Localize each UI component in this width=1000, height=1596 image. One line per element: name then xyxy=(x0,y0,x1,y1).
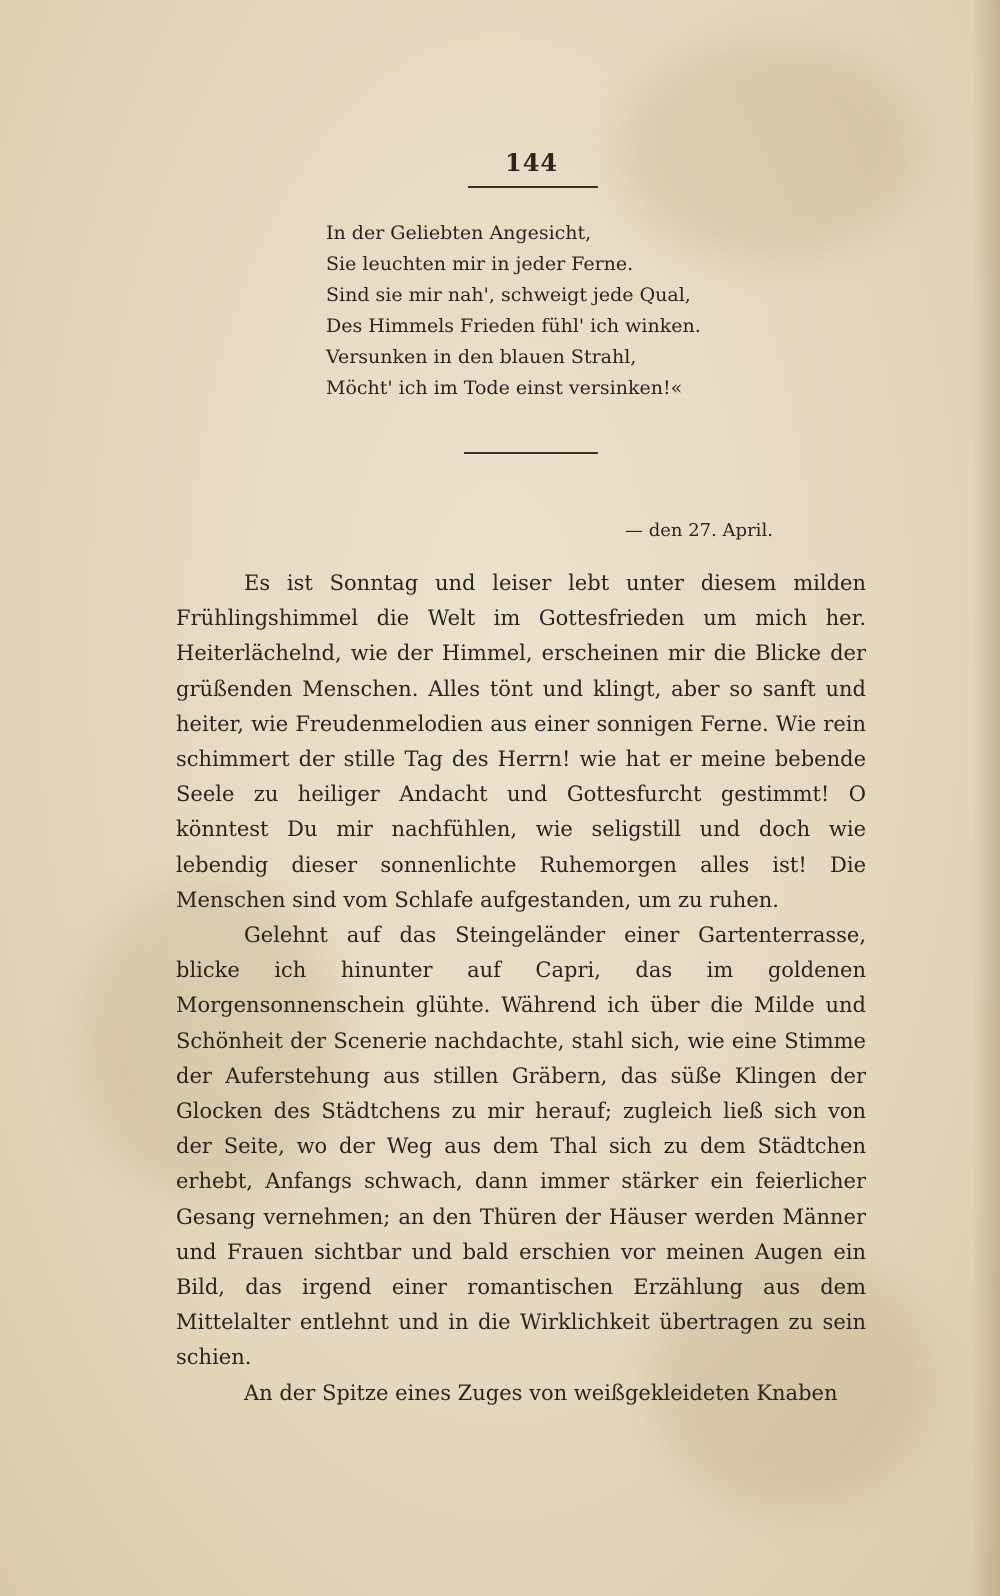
poem-stanza xyxy=(326,218,766,404)
poem-line: In der Geliebten Angesicht, xyxy=(326,222,592,244)
poem-line: Versunken in den blauen Strahl, xyxy=(326,346,637,368)
header-rule xyxy=(468,186,598,188)
paragraph: Es ist Sonntag und leiser lebt unter diesem milden Frühlingshimmel die Welt im Gottesfrieden um mich her. Heiterlächelnd, wie der Himmel, erscheinen mir die Blicke der grüßenden Menschen. Alles tönt und klingt, aber so sanft und heiter, wie Freudenmelodien aus einer sonnigen Ferne. Wie rein schimmert der stille Tag des Herrn! wie hat er meine bebende Seele zu heiliger Andacht und Gottesfurcht gestimmt! O könntest Du mir nachfühlen, wie seligstill und doch wie lebendig dieser sonnenlichte Ruhemorgen alles ist! Die Menschen sind vom Schlafe aufgestanden, um zu ruhen. xyxy=(176,571,866,912)
paragraph: Gelehnt auf das Steingeländer einer Gartenterrasse, blicke ich hinunter auf Capri, das im goldenen Morgensonnenschein glühte. Während ich über die Milde und Schönheit der Scenerie nachdachte, stahl sich, wie eine Stimme der Auferstehung aus stillen Gräbern, das süße Klingen der Glocken des Städtchens zu mir herauf; zugleich ließ sich von der Seite, wo der Weg aus dem Thal sich zu dem Städtchen erhebt, Anfangs schwach, dann immer stärker ein feierlicher Gesang vernehmen; an den Thüren der Häuser werden Männer und Frauen sichtbar und bald erschien vor meinen Augen ein Bild, das irgend einer romantischen Erzählung aus dem Mittelalter entlehnt und in die Wirklichkeit übertragen zu sein schien. xyxy=(176,923,866,1370)
paragraph: An der Spitze eines Zuges von weißgekleideten Knaben xyxy=(244,1380,838,1405)
poem-line: Sind sie mir nah', schweigt jede Qual, xyxy=(326,284,691,306)
poem-line: Des Himmels Frieden fühl' ich winken. xyxy=(326,315,701,337)
page-number: 144 xyxy=(505,148,559,177)
body-text xyxy=(176,566,866,1411)
poem-line: Möcht' ich im Tode einst versinken!« xyxy=(326,377,683,399)
section-divider xyxy=(464,452,598,454)
entry-date: — den 27. April. xyxy=(625,520,773,541)
page-edge-shadow xyxy=(972,0,1000,1596)
poem-line: Sie leuchten mir in jeder Ferne. xyxy=(326,253,634,275)
